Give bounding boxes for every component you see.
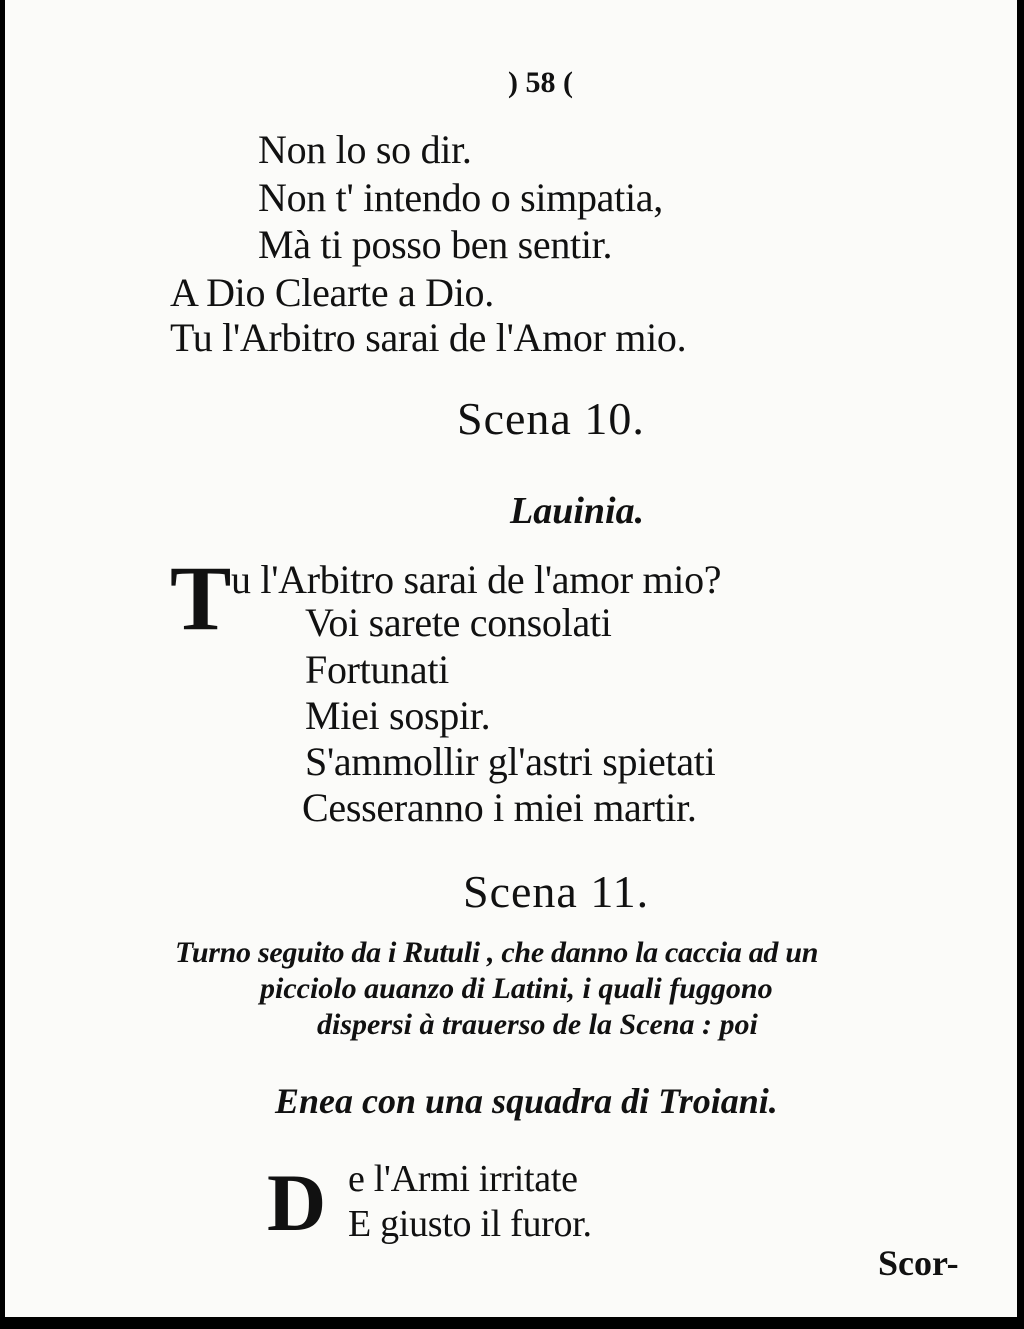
drop-cap: D [267, 1157, 327, 1248]
verse-line: E giusto il furor. [348, 1203, 592, 1245]
verse-line: Miei sospir. [305, 693, 491, 738]
scene-heading: Scena 10. [457, 393, 645, 444]
entrance-line: Enea con una squadra di Troiani. [275, 1081, 778, 1121]
verse-line: Cesseranno i miei martir. [302, 785, 697, 830]
verse-line: e l'Armi irritate [348, 1158, 578, 1200]
verse-line: S'ammollir gl'astri spietati [305, 739, 716, 784]
stage-direction-line: picciolo auanzo di Latini, i quali fuggono [260, 972, 773, 1005]
verse-line: Fortunati [305, 647, 449, 692]
stage-direction-line: Turno seguito da i Rutuli , che danno la caccia ad un [175, 936, 819, 969]
character-name: Lauinia. [510, 490, 645, 532]
catchword: Scor- [878, 1243, 959, 1283]
verse-line: u l'Arbitro sarai de l'amor mio? [231, 557, 722, 602]
stage-direction-line: dispersi à trauerso de la Scena : poi [317, 1008, 758, 1041]
verse-line: Non lo so dir. [258, 127, 472, 172]
drop-cap: T [170, 547, 232, 649]
scene-heading: Scena 11. [463, 866, 650, 917]
verse-line: Mà ti posso ben sentir. [258, 222, 613, 267]
verse-line: A Dio Clearte a Dio. [170, 270, 494, 315]
verse-line: Voi sarete consolati [305, 600, 612, 645]
book-page [5, 0, 1017, 1317]
page-number: ) 58 ( [508, 66, 573, 99]
verse-line: Non t' intendo o simpatia, [258, 175, 663, 220]
verse-line: Tu l'Arbitro sarai de l'Amor mio. [170, 315, 687, 360]
